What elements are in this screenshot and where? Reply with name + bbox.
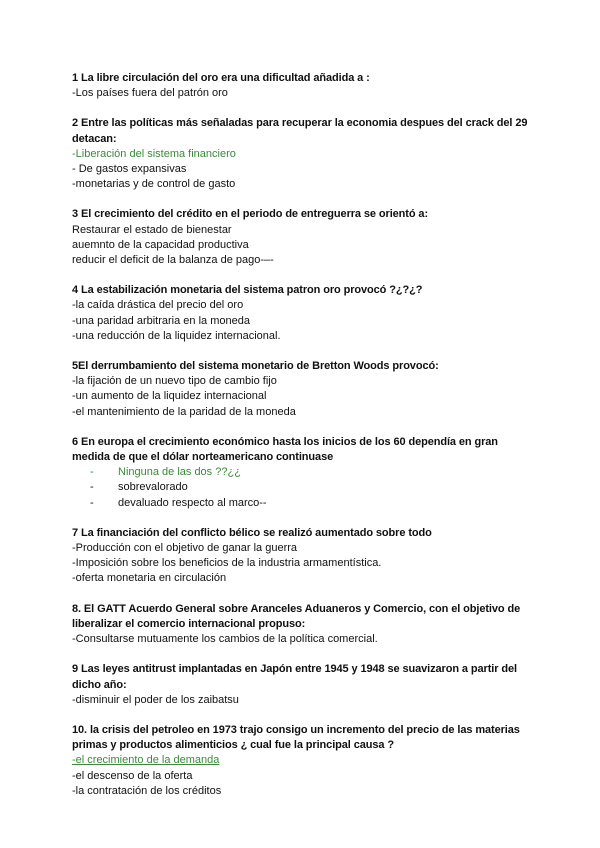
answer-option: - devaluado respecto al marco-- [90, 496, 532, 511]
question-block [72, 662, 532, 708]
answer-option: -una paridad arbitraria en la moneda [72, 314, 250, 327]
answer-option: - sobrevalorado [90, 480, 532, 495]
question-block [72, 602, 532, 648]
question-title: 5El derrumbamiento del sistema monetario de Bretton Woods provocó: [72, 360, 439, 373]
answer-option: -Imposición sobre los beneficios de la industria armamentística. [72, 557, 382, 570]
answer-option: -la fijación de un nuevo tipo de cambio fijo [72, 375, 277, 388]
question-title: 4 La estabilización monetaria del sistema patron oro provocó ?¿?¿? [72, 284, 423, 297]
answer-option: Restaurar el estado de bienestar [72, 223, 232, 236]
answer-option: - Ninguna de las dos ??¿¿ [90, 465, 532, 480]
document-body [72, 71, 532, 814]
answer-option: -monetarias y de control de gasto [72, 178, 236, 191]
question-title: 2 Entre las políticas más señaladas para recuperar la economia despues del crack del 29 detacan: [72, 117, 528, 145]
question-title: 1 La libre circulación del oro era una dificultad añadida a : [72, 72, 370, 84]
answer-option: -la caída drástica del precio del oro [72, 299, 244, 312]
answer-option: -el mantenimiento de la paridad de la moneda [72, 405, 296, 418]
answer-option: -oferta monetaria en circulación [72, 572, 227, 585]
answer-option: -Producción con el objetivo de ganar la guerra [72, 542, 298, 555]
question-title: 8. El GATT Acuerdo General sobre Aranceles Aduaneros y Comercio, con el objetivo de liberalizar el comercio internacional propuso: [72, 602, 521, 630]
question-title: 10. la crisis del petroleo en 1973 trajo consigo un incremento del precio de las materias primas y productos alimenticios ¿ cual fue la principal causa ? [72, 723, 520, 752]
question-block [72, 435, 532, 511]
question-block [72, 116, 532, 192]
answer-option: -la contratación de los créditos [72, 784, 222, 797]
question-title: 9 Las leyes antitrust implantadas en Japón entre 1945 y 1948 se suavizaron a partir del dicho año: [72, 663, 517, 691]
answer-option: -Consultarse mutuamente los cambios de la política comercial. [72, 633, 378, 646]
answer-option: -Liberación del sistema financiero [72, 147, 236, 160]
question-block [72, 207, 532, 268]
question-block [72, 283, 532, 344]
question-block [72, 723, 532, 799]
question-block [72, 526, 532, 587]
answer-option: -una reducción de la liquidez internacional. [72, 329, 281, 342]
answer-option: -el descenso de la oferta [72, 769, 193, 782]
answer-option: -un aumento de la liquidez internacional [72, 390, 267, 403]
question-title: 7 La financiación del conflicto bélico se realizó aumentado sobre todo [72, 526, 432, 539]
answer-option: - De gastos expansivas [72, 163, 187, 176]
answer-option: -Los países fuera del patrón oro [72, 87, 228, 100]
question-title: 6 En europa el crecimiento económico hasta los inicios de los 60 dependía en gran medida de que el dólar norteamericano continuase [72, 435, 498, 464]
answer-list [72, 465, 532, 511]
question-title: 3 El crecimiento del crédito en el periodo de entreguerra se orientó a: [72, 208, 429, 221]
answer-option: reducir el deficit de la balanza de pago-–- [72, 254, 274, 267]
answer-option: -disminuir el poder de los zaibatsu [72, 693, 239, 706]
answer-option: -el crecimiento de la demanda [72, 754, 220, 767]
question-block [72, 71, 532, 101]
answer-option: auemnto de la capacidad productiva [72, 238, 249, 251]
question-block [72, 359, 532, 420]
